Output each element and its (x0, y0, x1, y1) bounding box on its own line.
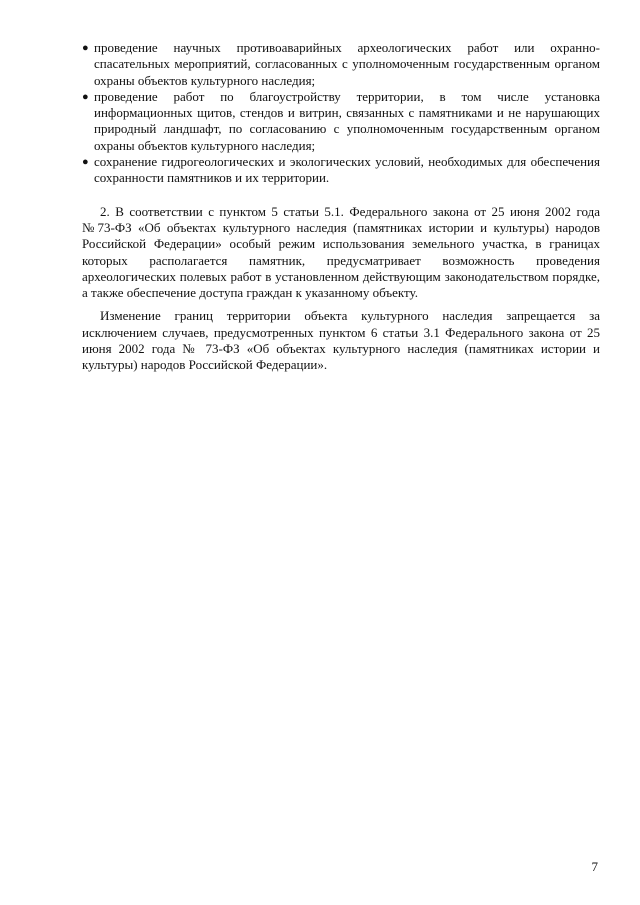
bullet-text: проведение научных противоаварийных археологических работ или охранно-спасательных мероприятий, согласованных с уполномоченным государственным органом охраны объектов культурного наследия; (94, 40, 600, 88)
page-number: 7 (591, 859, 598, 874)
bullet-text: сохранение гидрогеологических и экологических условий, необходимых для обеспечения сохранности памятников и их территории. (94, 154, 600, 186)
bullet-item (82, 40, 600, 89)
document-body (82, 40, 600, 374)
bullet-icon: ● (82, 156, 89, 169)
bullet-item (82, 89, 600, 154)
paragraph-special-regime: 2. В соответствии с пунктом 5 статьи 5.1. Федерального закона от 25 июня 2002 года №73-ФЗ «Об объектах культурного наследия (памятниках истории и культуры) народов Российской Федерации» особый режим использования земельного участка, в границах которых располагается памятник, предусматривает возможность проведения археологических полевых работ в установленном действующим законодательством порядке, а также обеспечение доступа граждан к указанному объекту. (82, 203, 600, 301)
bullet-item (82, 154, 600, 187)
bullet-list (82, 40, 600, 187)
bullet-icon: ● (82, 42, 89, 54)
bullet-text: проведение работ по благоустройству территории, в том числе установка информационных щитов, стендов и витрин, связанных с памятниками и не нарушающих природный ландшафт, по согласованию с уполномоченным государственным органом охраны объектов культурного наследия; (94, 88, 600, 153)
bullet-icon: ● (82, 90, 89, 103)
paragraph-boundary-change: Изменение границ территории объекта культурного наследия запрещается за исключением случаев, предусмотренных пунктом 6 статьи 3.1 Федерального закона от 25 июня 2002 года № 73-ФЗ «Об объектах культурного наследия (памятниках истории и культуры) народов Российской Федерации». (82, 308, 600, 373)
